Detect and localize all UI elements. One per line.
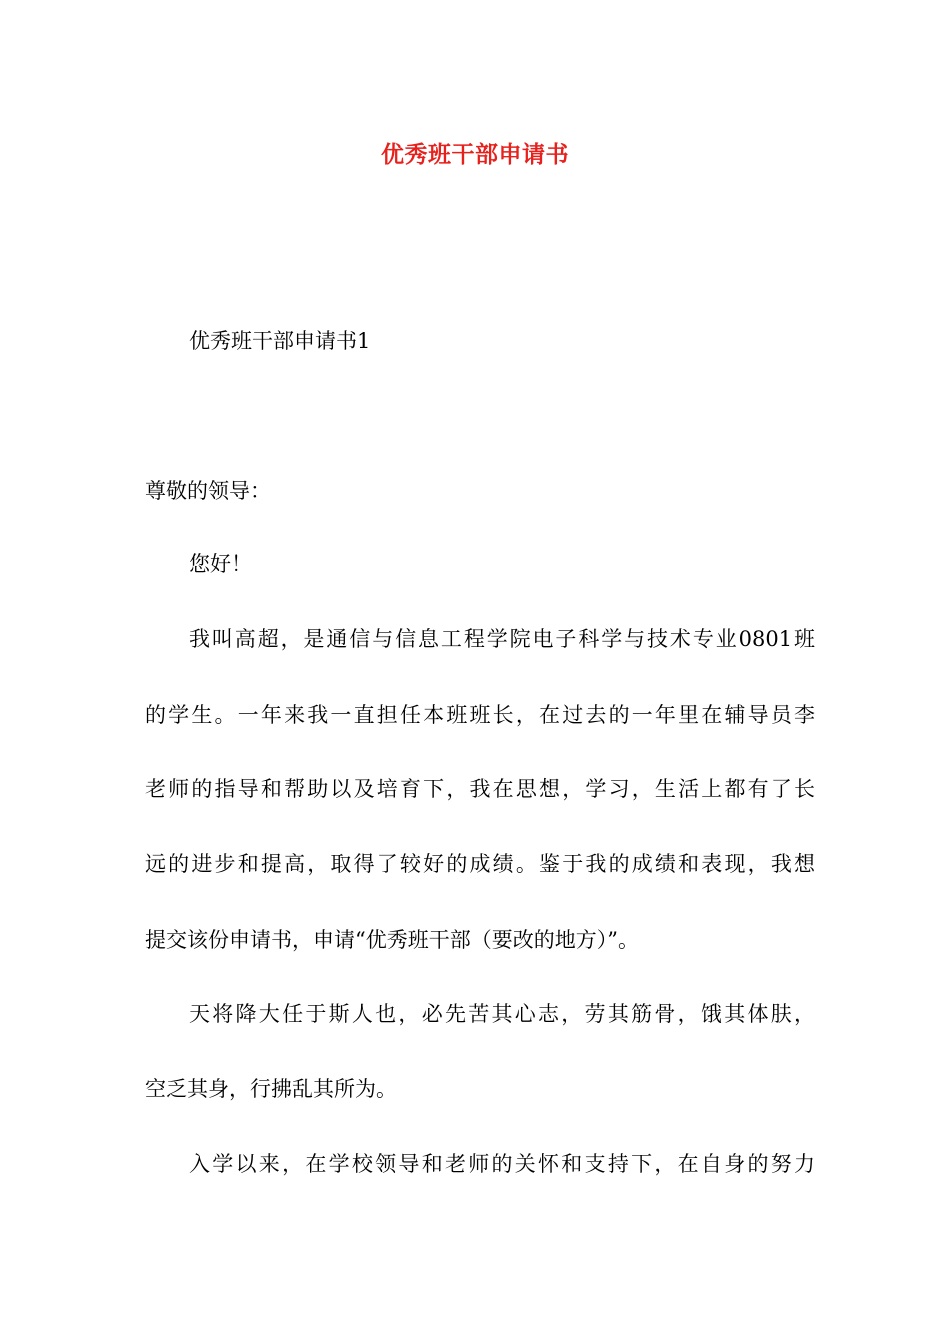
salutation: 尊敬的领导： <box>145 479 271 503</box>
subtitle: 优秀班干部申请书1 <box>189 329 371 353</box>
greeting: 您好！ <box>189 552 252 576</box>
paragraph-line: 提交该份申请书，申请“优秀班干部（要改的地方）”。 <box>145 928 639 952</box>
paragraph-line: 入学以来，在学校领导和老师的关怀和支持下，在自身的努力 <box>189 1152 815 1176</box>
paragraph-line: 我叫高超，是通信与信息工程学院电子科学与技术专业0801班 <box>189 627 815 651</box>
paragraph-line: 天将降大任于斯人也，必先苦其心志，劳其筋骨，饿其体肤， <box>189 1002 815 1026</box>
paragraph-line: 老师的指导和帮助以及培育下，我在思想，学习，生活上都有了长 <box>145 777 815 801</box>
document-title: 优秀班干部申请书 <box>381 141 569 168</box>
paragraph-line: 空乏其身，行拂乱其所为。 <box>145 1077 397 1101</box>
paragraph-line: 远的进步和提高，取得了较好的成绩。鉴于我的成绩和表现，我想 <box>145 852 815 876</box>
paragraph-line: 的学生。一年来我一直担任本班班长，在过去的一年里在辅导员李 <box>145 703 815 727</box>
